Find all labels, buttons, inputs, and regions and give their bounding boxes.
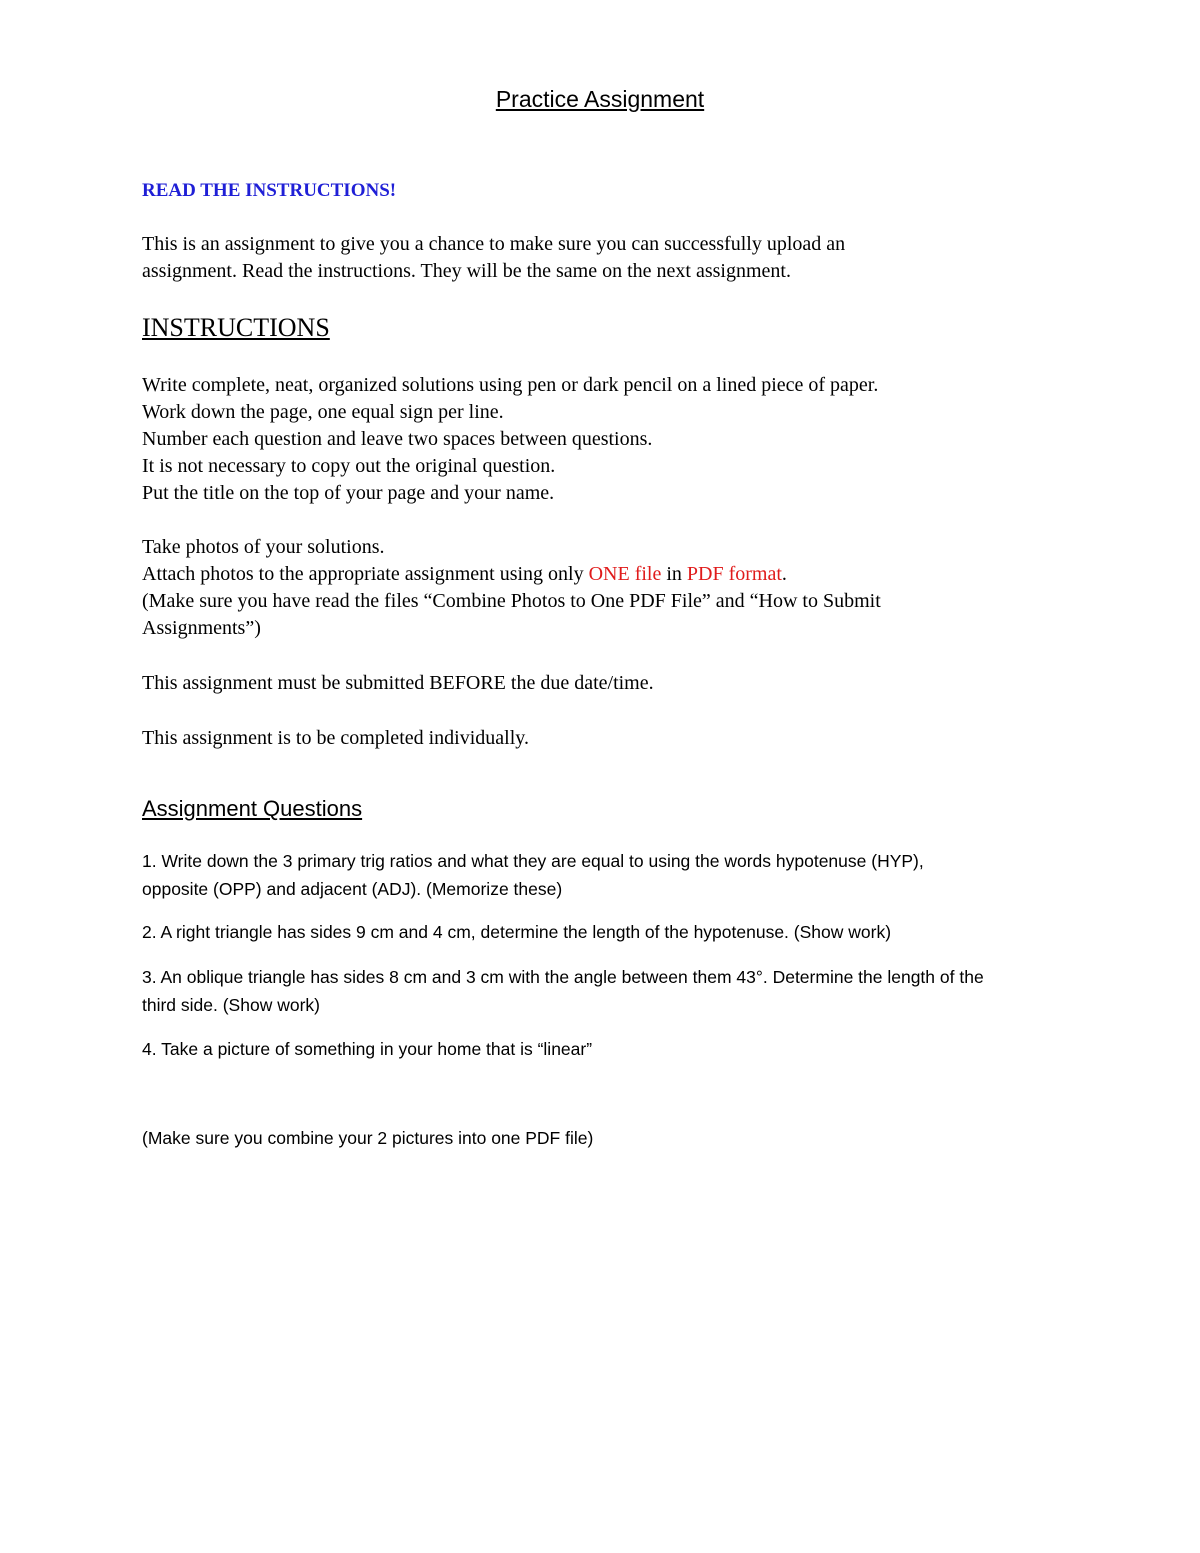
photos-line: Take photos of your solutions. <box>142 536 385 558</box>
page-title: Practice Assignment <box>495 86 705 112</box>
question-1 <box>142 847 1112 903</box>
read-instructions-warning: READ THE INSTRUCTIONS! <box>142 180 397 201</box>
question-3 <box>142 963 1112 1019</box>
make-sure-line: Assignments”) <box>142 617 261 639</box>
make-sure-line: (Make sure you have read the files “Combine Photos to One PDF File” and “How to Submit <box>142 590 881 612</box>
question-line: 4. Take a picture of something in your home that is “linear” <box>142 1039 593 1059</box>
instruction-line: It is not necessary to copy out the original question. <box>142 455 556 477</box>
instructions-list <box>142 372 1102 507</box>
submission-paragraph <box>142 534 1102 642</box>
instructions-heading: INSTRUCTIONS <box>142 313 330 342</box>
attach-line <box>142 561 1102 588</box>
questions-heading: Assignment Questions <box>142 796 363 821</box>
question-2 <box>142 918 1112 946</box>
instruction-line: Write complete, neat, organized solutions using pen or dark pencil on a lined piece of paper. <box>142 374 879 396</box>
pdf-format-highlight: PDF format <box>686 563 782 585</box>
instruction-line: Number each question and leave two spaces between questions. <box>142 428 653 450</box>
attach-text: . <box>781 563 787 585</box>
question-4 <box>142 1035 1112 1063</box>
combine-note: (Make sure you combine your 2 pictures into one PDF file) <box>142 1128 594 1148</box>
intro-paragraph <box>142 231 1102 285</box>
due-date-note: This assignment must be submitted BEFORE the due date/time. <box>142 672 654 694</box>
question-line: 3. An oblique triangle has sides 8 cm and 3 cm with the angle between them 43°. Determine the length of the <box>142 967 984 987</box>
instruction-line: Put the title on the top of your page and your name. <box>142 482 555 504</box>
question-line: third side. (Show work) <box>142 995 320 1015</box>
instruction-line: Work down the page, one equal sign per line. <box>142 401 504 423</box>
intro-line: assignment. Read the instructions. They will be the same on the next assignment. <box>142 260 791 282</box>
intro-line: This is an assignment to give you a chance to make sure you can successfully upload an <box>142 233 846 255</box>
question-line: opposite (OPP) and adjacent (ADJ). (Memorize these) <box>142 879 563 899</box>
attach-text: Attach photos to the appropriate assignment using only <box>142 563 589 585</box>
question-line: 2. A right triangle has sides 9 cm and 4 cm, determine the length of the hypotenuse. (Show work) <box>142 922 892 942</box>
question-line: 1. Write down the 3 primary trig ratios and what they are equal to using the words hypotenuse (HYP), <box>142 851 924 871</box>
attach-text: in <box>661 563 687 585</box>
individual-note: This assignment is to be completed individually. <box>142 727 529 749</box>
one-file-highlight: ONE file <box>588 563 662 585</box>
